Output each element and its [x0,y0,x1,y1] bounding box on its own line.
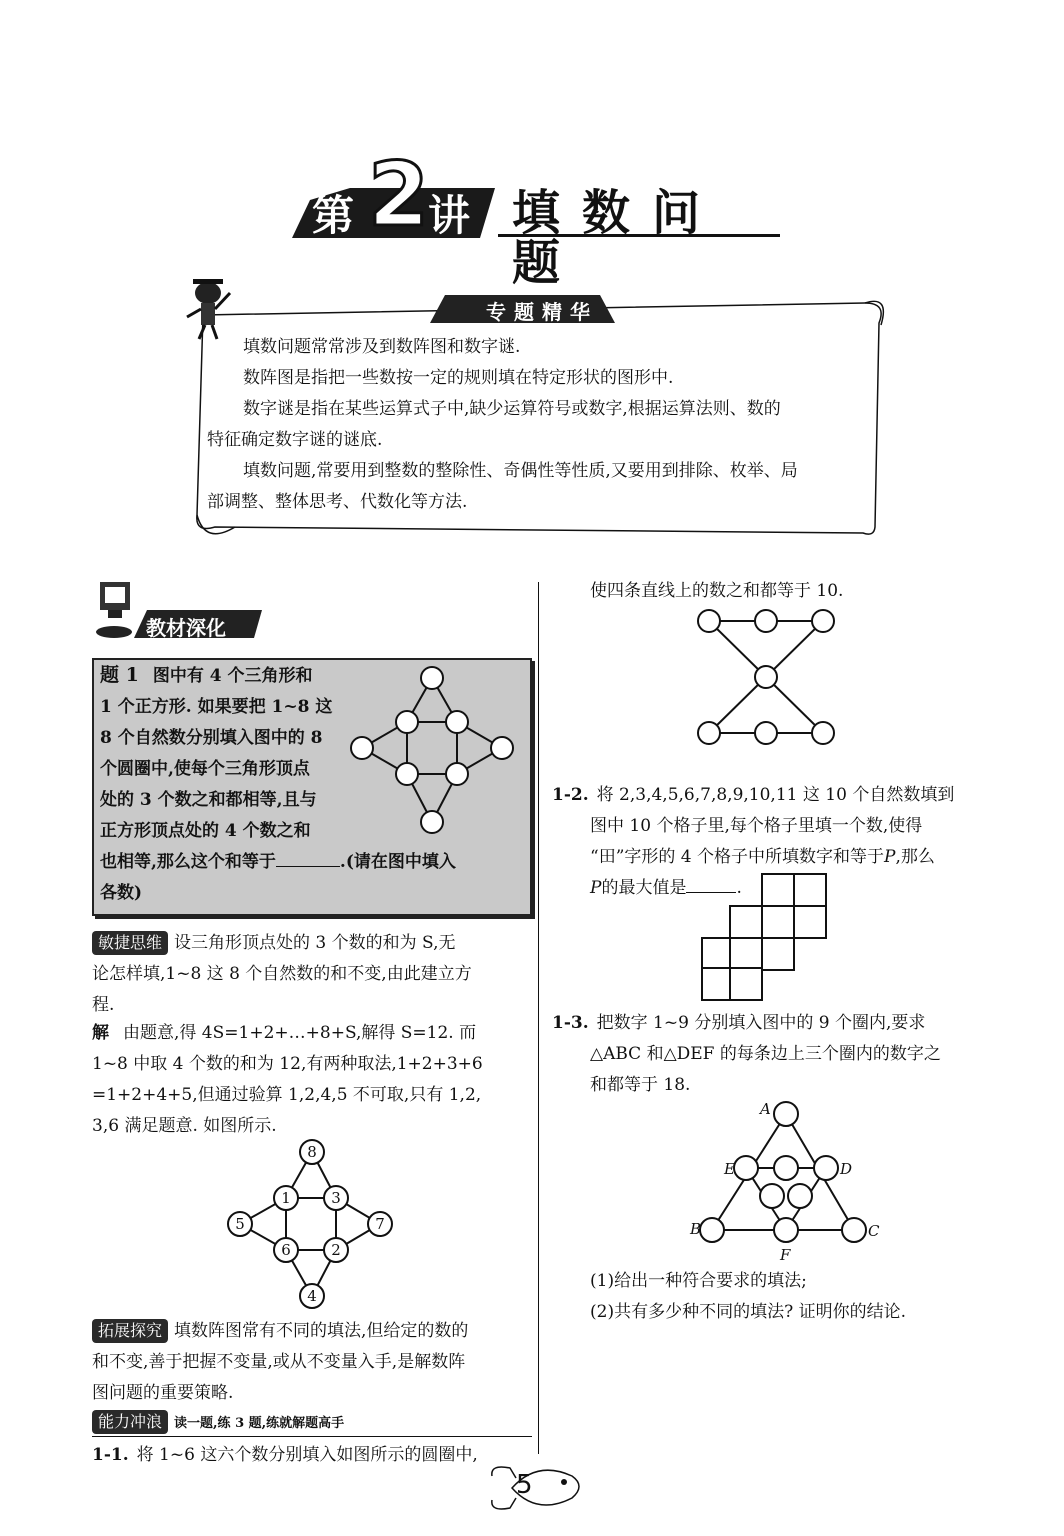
summary-p3a: 数字谜是指在某些运算式子中,缺少运算符号或数字,根据运算法则、数的 [243,399,781,419]
solution-l1: 由题意,得 4S=1+2+…+8+S,解得 S=12. 而 [123,1023,477,1043]
node-lower-right: 2 [331,1241,341,1259]
column-divider [538,582,539,1454]
explore [92,1316,532,1409]
quick-l1: 设三角形顶点处的 3 个数的和为 S,无 [174,933,456,953]
ex3-questions [590,1266,1010,1328]
ex1-l1: 将 1~6 这六个数分别填入如图所示的圆圈中, [136,1445,478,1465]
label-c: C [868,1222,880,1240]
ex1-num: 1-1. [92,1445,129,1465]
problem1-line1: 图中有 4 个三角形和 [152,666,313,686]
fish-page-ornament [482,1458,592,1518]
problem1-line8: .(请在图中填入 [339,852,456,872]
ex3-num: 1-3. [552,1013,589,1033]
solution [92,1018,532,1142]
ex2-grid-diagram [700,872,830,1002]
ex2-var-p2: P [590,878,602,898]
solution-l2: 1~8 中取 4 个数的和为 12,有两种取法,1+2+3+6 [92,1054,483,1074]
label-a: A [760,1100,771,1118]
node-top: 8 [307,1143,317,1161]
ex3-l3: 和都等于 18. [590,1075,691,1095]
node-right: 7 [375,1215,385,1233]
summary-p3b: 特征确定数字谜的谜底. [207,430,383,450]
ex2-l3b: ,那么 [895,847,935,867]
node-left: 5 [235,1215,245,1233]
circle-nodes [351,667,513,833]
summary-p4b: 部调整、整体思考、代数化等方法. [207,492,468,512]
ex3-l1: 把数字 1~9 分别填入图中的 9 个圈内,要求 [596,1013,926,1033]
problem1-line3: 8 个自然数分别填入图中的 8 [100,728,323,748]
ex1-continued: 使四条直线上的数之和都等于 10. [590,581,844,601]
node-bottom: 4 [307,1287,317,1305]
problem1-line6: 正方形顶点处的 4 个数之和 [100,821,311,841]
summary-text [207,332,867,518]
ability-subtitle: 读一题,练 3 题,练就解题高手 [174,1416,345,1431]
solution-label: 解 [92,1023,109,1043]
ex2-l1: 将 2,3,4,5,6,7,8,9,10,11 这 10 个自然数填到 [596,785,955,805]
summary-banner: 专题精华 [486,300,598,324]
exercise-1-3 [552,1008,1012,1101]
label-f: F [780,1246,791,1264]
problem1-line5: 处的 3 个数之和都相等,且与 [100,790,317,810]
ex2-num: 1-2. [552,785,589,805]
lecture-number: 2 [368,143,430,246]
ex2-l4: 的最大值是 [601,878,687,898]
label-d: D [840,1160,853,1178]
computer-mascot-icon [96,582,132,638]
page-number: 5 [516,1470,533,1500]
section-title: 教材深化 [146,616,226,640]
label-e: E [724,1160,735,1178]
lecture-header [290,143,790,291]
explore-l1: 填数阵图常有不同的填法,但给定的数的 [174,1321,469,1341]
ex2-l2: 图中 10 个格子里,每个格子里填一个数,使得 [590,816,923,836]
problem1-line9: 各数) [100,883,143,903]
problem1-line7: 也相等,那么这个和等于 [100,852,276,872]
summary-p1: 填数问题常常涉及到数阵图和数字谜. [243,337,521,357]
node-lower-left: 6 [281,1241,291,1259]
summary-p4a: 填数问题,常要用到整数的整除性、奇偶性等性质,又要用到排除、枚举、局 [243,461,798,481]
solution-l4: 3,6 满足题意. 如图所示. [92,1116,277,1136]
ex2-var-p: P [884,847,896,867]
ex3-q2: (2)共有多少种不同的填法? 证明你的结论. [590,1302,907,1322]
explore-l2: 和不变,善于把握不变量,或从不变量入手,是解数阵 [92,1352,466,1372]
lecture-suffix: 讲 [428,191,471,240]
ex3-q1: (1)给出一种符合要求的填法; [590,1271,807,1291]
problem1-line4: 个圆圈中,使每个三角形顶点 [100,759,310,779]
ex2-l4end: . [736,878,742,898]
quick-thinking [92,928,532,1021]
ex3-triangle-diagram [680,1094,890,1274]
ex3-l2: △ABC 和△DEF 的每条边上三个圈内的数字之 [590,1044,941,1064]
quick-thinking-tag: 敏捷思维 [92,931,168,955]
quick-l3: 程. [92,995,115,1015]
summary-p2: 数阵图是指把一些数按一定的规则填在特定形状的图形中. [243,368,674,388]
solution-diagram [224,1138,400,1314]
label-b: B [690,1220,702,1238]
ability-header [92,1410,532,1437]
ability-tag: 能力冲浪 [92,1410,168,1434]
problem1-diagram [348,664,518,840]
answer-blank [276,848,340,867]
exercise-1-1 [92,1440,532,1471]
quick-l2: 论怎样填,1~8 这 8 个自然数的和不变,由此建立方 [92,964,472,984]
explore-tag: 拓展探究 [92,1319,168,1343]
explore-l3: 图问题的重要策略. [92,1383,234,1403]
solution-l3: =1+2+4+5,但通过验算 1,2,4,5 不可取,只有 1,2, [92,1085,482,1105]
ex2-l3a: “田”字形的 4 个格子中所填数字和等于 [590,847,885,867]
lecture-prefix: 第 [312,191,355,240]
node-upper-left: 1 [281,1189,291,1207]
ex1-diagram [694,606,838,750]
problem1-line2: 1 个正方形. 如果要把 1~8 这 [100,697,333,717]
problem1-label: 题 1 [100,664,139,686]
node-upper-right: 3 [331,1189,341,1207]
page-title: 填数问题 [512,185,723,291]
